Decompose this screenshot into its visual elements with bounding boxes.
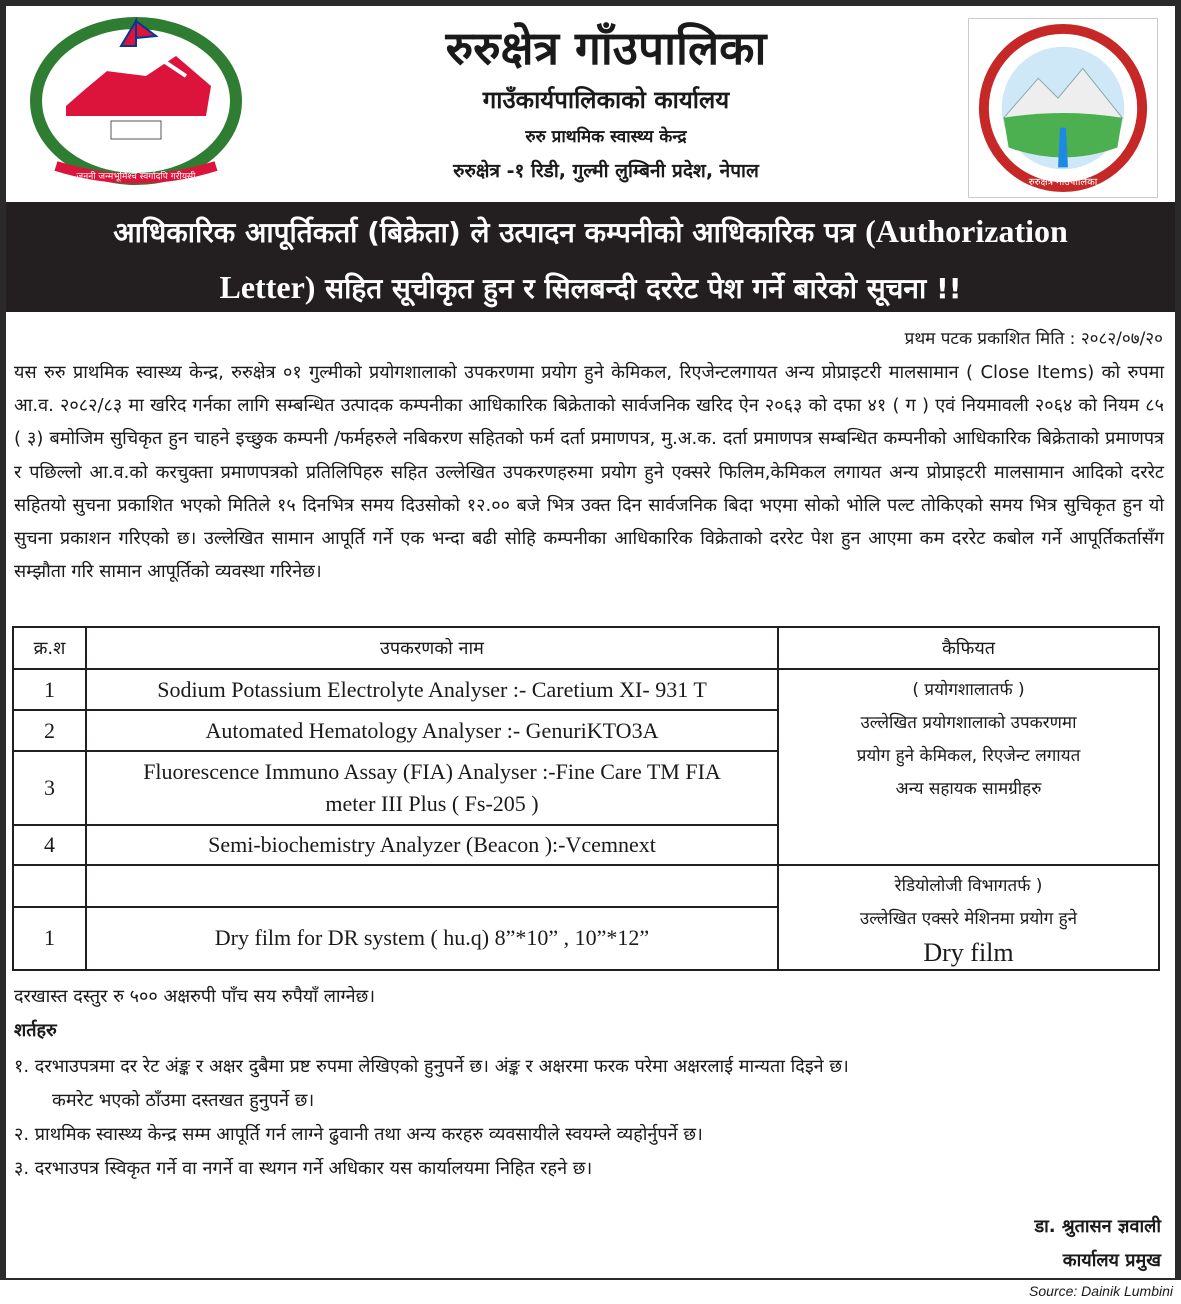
equipment-table xyxy=(12,626,1160,971)
notice-header xyxy=(6,6,1175,200)
application-fee: दरखास्त दस्तुर रु ५०० अक्षरुपी पाँच सय रुपैयाँ लाग्नेछ। xyxy=(14,986,376,1007)
table-header-row xyxy=(13,627,1159,669)
municipality-title: रुरुक्षेत्र गाँउपालिका xyxy=(445,21,767,75)
row-sn: 4 xyxy=(13,825,86,865)
banner-line-2: Letter) सहित सूचीकृत हुन र सिलबन्दी दररेट पेश गर्ने बारेको सूचना !! xyxy=(219,269,962,305)
row-name: Automated Hematology Analyser :- GenuriKTO3A xyxy=(86,710,778,751)
condition-item: २. प्राथमिक स्वास्थ्य केन्द्र सम्म आपूर्ति गर्न लाग्ने ढुवानी तथा अन्य करहरु व्यवसायीले स्वयम्ले व्यहोर्नुपर्ने छ। xyxy=(14,1124,703,1145)
condition-item: ३. दरभाउपत्र स्विकृत गर्ने वा नगर्ने वा स्थगन गर्ने अधिकार यस कार्यालयमा निहित रहने छ। xyxy=(14,1158,593,1179)
signature-block xyxy=(1034,1210,1161,1278)
emblem-motto: जननी जन्मभूमिश्च स्वर्गादपि गरीयसी xyxy=(76,172,196,182)
nepal-emblem-icon xyxy=(26,16,246,191)
condition-item: कमरेट भएको ठाँउमा दस्तखत हुनुपर्ने छ। xyxy=(52,1090,315,1111)
header-name: उपकरणको नाम xyxy=(86,627,778,669)
header-remarks: कैफियत xyxy=(778,627,1159,669)
published-date: प्रथम पटक प्रकाशित मिति : २०८२/०७/२० xyxy=(904,329,1163,349)
row-name xyxy=(86,865,778,907)
signatory-name: डा. श्रुतासन ज्ञवाली xyxy=(1034,1216,1161,1237)
row-name: Dry film for DR system ( hu.q) 8”*10” , 10”*12” xyxy=(86,907,778,970)
conditions-heading: शर्तहरु xyxy=(14,1020,57,1041)
table-row xyxy=(13,865,1159,907)
condition-item: १. दरभाउपत्रमा दर रेट अंङ्क र अक्षर दुबैमा प्रष्ट रुपमा लेखिएको हुनुपर्ने छ। अंङ्क र अक्षरमा फरक परेमा अक्षरलाई मान्यता दिइने छ। xyxy=(14,1056,849,1077)
banner-line-1: आधिकारिक आपूर्तिकर्ता (बिक्रेता) ले उत्पादन कम्पनीको आधिकारिक पत्र (Authorization xyxy=(113,213,1068,249)
health-center-name: रुरु प्राथमिक स्वास्थ्य केन्द्र xyxy=(525,127,687,147)
source-credit: Source: Dainik Lumbini xyxy=(1029,1283,1173,1299)
row-name: Fluorescence Immuno Assay (FIA) Analyser :-Fine Care TM FIA meter III Plus ( Fs-205 ) xyxy=(86,751,778,825)
row-sn: 2 xyxy=(13,710,86,751)
address: रुरुक्षेत्र -१ रिडी, गुल्मी लुम्बिनी प्रदेश, नेपाल xyxy=(453,160,759,182)
logo-text: रुरुक्षेत्र गाउँपालिका xyxy=(1028,177,1098,189)
row-sn: 3 xyxy=(13,751,86,825)
row-sn xyxy=(13,865,86,907)
row-name: Semi-biochemistry Analyzer (Beacon ):-Vcemnext xyxy=(86,825,778,865)
signatory-title: कार्यालय प्रमुख xyxy=(1062,1250,1161,1271)
row-sn: 1 xyxy=(13,907,86,970)
notice-banner xyxy=(6,202,1175,312)
row-name: Sodium Potassium Electrolyte Analyser :- Caretium XI- 931 T xyxy=(86,669,778,710)
remarks-lab: ( प्रयोगशालातर्फ ) उल्लेखित प्रयोगशालाको उपकरणमा प्रयोग हुने केमिकल, रिएजेन्ट लगायत अन्य सहायक सामग्रीहरु xyxy=(778,669,1159,865)
notice-body: यस रुरु प्राथमिक स्वास्थ्य केन्द्र, रुरुक्षेत्र ०१ गुल्मीको प्रयोगशालाको उपकरणमा प्रयोग हुने केमिकल, रिएजेन्टलगायत अन्य प्रोप्राइटरी मालसामान ( Close Items) को रुपमा आ.व. २०८२/८३ मा खरिद गर्नका लागि सम्बन्धित उत्पादक कम्पनीका आधिकारिक बिक्रेताको सार्वजनिक खरिद ऐन २०६३ को दफा ४१ ( ग ) एवं नियमावली २०६४ को नियम ८५ ( ३) बमोजिम सुचिकृत हुन चाहने इच्छुक कम्पनी /फर्महरुले नबिकरण सहितको फर्म दर्ता प्रमाणपत्र, मु.अ.क. दर्ता प्रमाणपत्र सम्बन्धित कम्पनीको आधिकारिक बिक्रेताको प्रमाणपत्र र पछिल्लो आ.व.को करचुक्ता प्रमाणपत्रको प्रतिलिपिहरु सहित उल्लेखित उपकरणहरुमा प्रयोग हुने एक्सरे फिलिम,केमिकल लगायत अन्य प्रोप्राइटरी मालसामान आदिको दररेट सहितयो सुचना प्रकाशित भएको मितिले १५ दिनभित्र समय दिउसोको १२.०० बजे भित्र उक्त दिन सार्वजनिक बिदा भएमा सोको भोलि पल्ट तोकिएको समय भित्र सुचिकृत हुन यो सुचना प्रकाशन गरिएको छ। उल्लेखित सामान आपूर्ति गर्ने एक भन्दा बढी सोहि कम्पनीका आधिकारिक विक्रेताको दररेट पेश हुन आएमा कम दररेट कबोल गर्ने आपूर्तिकर्तासँग सम्झौता गरि सामान आपूर्तिको व्यवस्था गरिनेछ। xyxy=(14,362,1164,583)
municipality-logo-icon xyxy=(968,18,1158,198)
row-sn: 1 xyxy=(13,669,86,710)
office-name: गाउँकार्यपालिकाको कार्यालय xyxy=(482,86,730,114)
table-row xyxy=(13,669,1159,710)
bottom-rule xyxy=(0,1278,1181,1280)
remarks-radiology: रेडियोलोजी विभागतर्फ ) उल्लेखित एक्सरे मेशिनमा प्रयोग हुने Dry film xyxy=(778,865,1159,970)
header-sn: क्र.श xyxy=(13,627,86,669)
conditions-list xyxy=(14,1050,1164,1186)
